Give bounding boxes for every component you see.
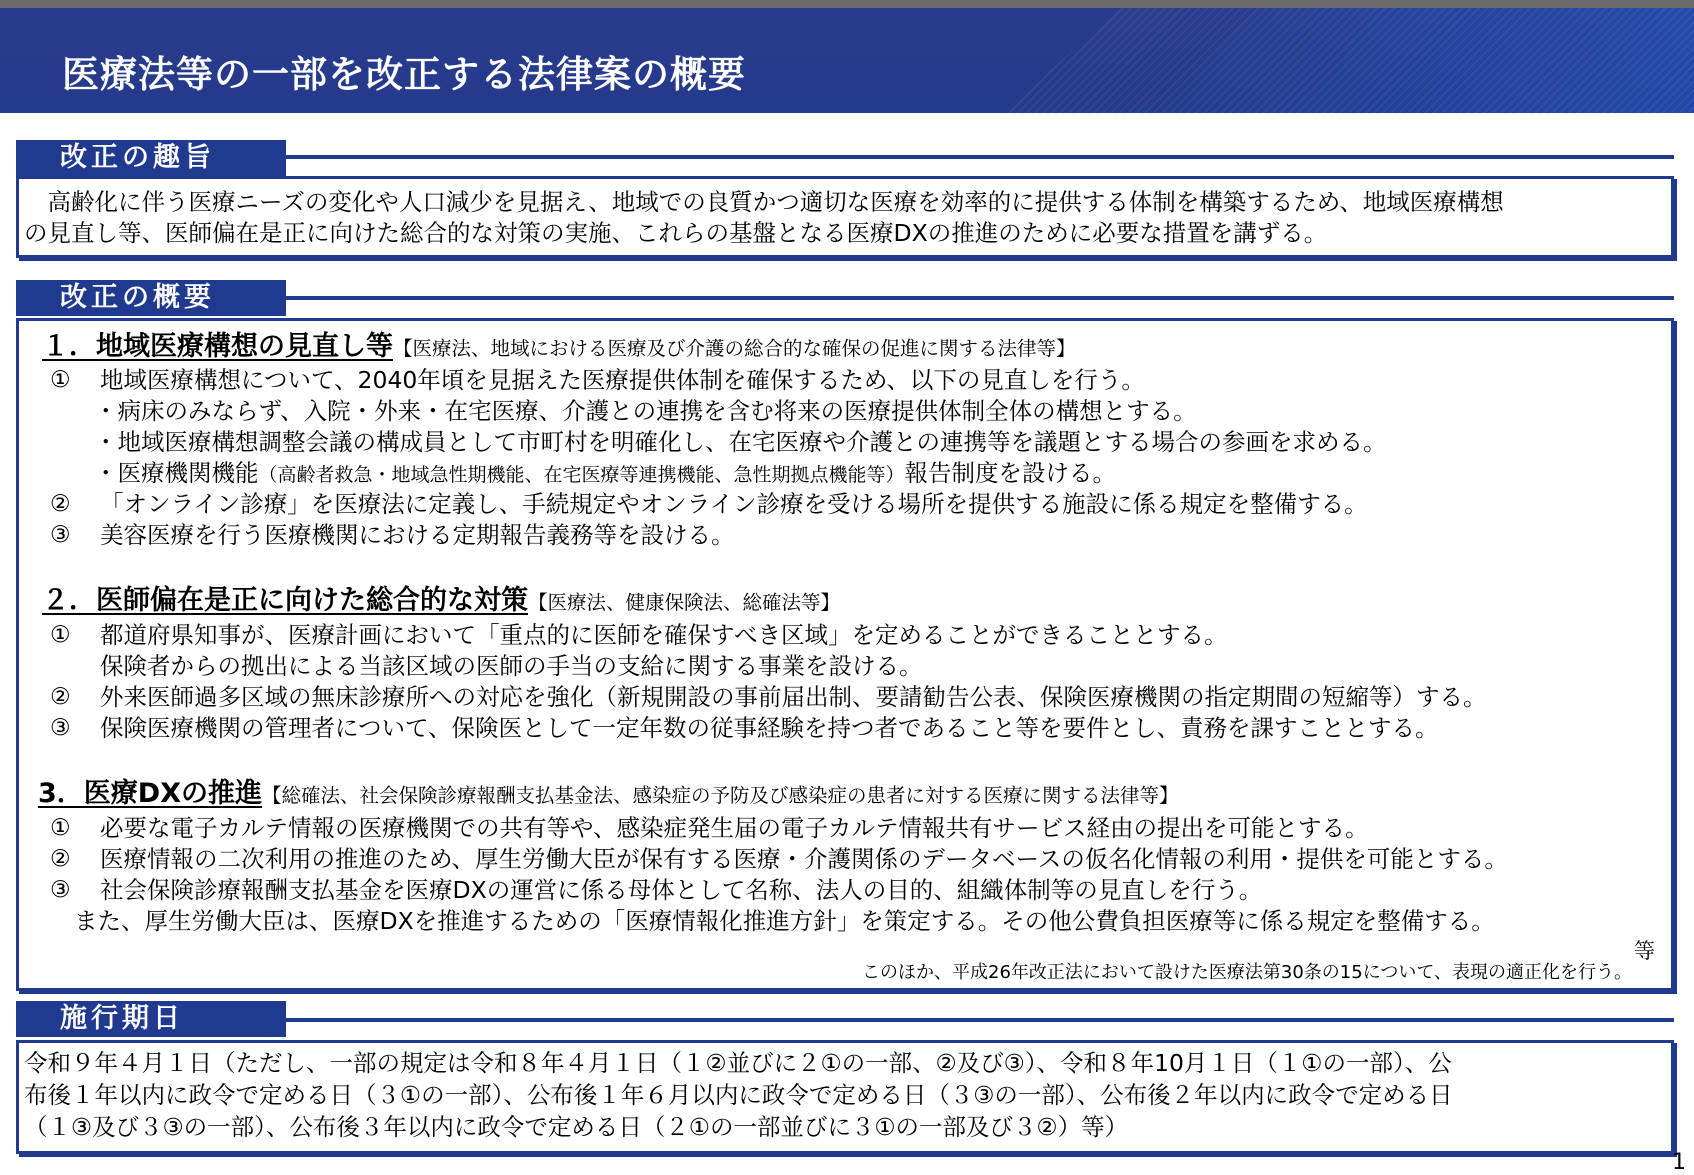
purpose-line-2: の見直し等、医師偏在是正に向けた総合的な対策の実施、これらの基盤となる医療DXの推進のために必要な措置を講ずる。: [24, 219, 1328, 247]
part1-item3-num: ③: [50, 522, 71, 548]
title-bar-stripes: [994, 8, 1694, 113]
part3-note: このほか、平成26年改正法において設けた医療法第30条の15について、表現の適正化を行う。: [862, 962, 1632, 983]
part3-item3-cont: また、厚生労働大臣は、医療DXを推進するための「医療情報化推進方針」を策定する。その他公費負担医療等に係る規定を整備する。: [74, 907, 1495, 935]
page-title: 医療法等の一部を改正する法律案の概要: [62, 53, 746, 96]
section-label-overview: 改正の概要: [16, 280, 286, 316]
part1-item2-text: 「オンライン診療」を医療法に定義し、手続規定やオンライン診療を受ける場所を提供する施設に係る規定を整備する。: [100, 490, 1368, 518]
part1-title: １．地域医療構想の見直し等: [42, 331, 393, 362]
part1-bullet3-c: 報告制度を設ける。: [904, 459, 1117, 487]
part3-item2-num: ②: [50, 846, 71, 872]
section-label-enforcement: 施行期日: [16, 1001, 286, 1037]
part2-item3-num: ③: [50, 715, 71, 741]
part1-laws: 【医療法、地域における医療及び介護の総合的な確保の促進に関する法律等】: [393, 337, 1076, 360]
part3-heading: [38, 777, 1179, 813]
part3-title: 3．医療DXの推進: [38, 778, 263, 809]
section-rule-overview: [286, 296, 1674, 300]
part1-bullet1: ・病床のみならず、入院・外来・在宅医療、介護との連携を含む将来の医療提供体制全体の構想とする。: [94, 397, 1197, 425]
part1-heading: [42, 330, 1076, 366]
part1-item1-num: ①: [50, 367, 71, 393]
part3-item1-num: ①: [50, 815, 71, 841]
page-number: 1: [1672, 1150, 1686, 1175]
part2-title: ２．医師偏在是正に向けた総合的な対策: [42, 585, 528, 616]
part2-laws: 【医療法、健康保険法、総確法等】: [528, 591, 841, 614]
section-rule-enforcement: [286, 1018, 1674, 1022]
part3-laws: 【総確法、社会保険診療報酬支払基金法、感染症の予防及び感染症の患者に対する医療に関する法律等】: [262, 784, 1179, 807]
enforcement-line-2: 布後１年以内に政令で定める日（３①の一部）、公布後１年６月以内に政令で定める日（３③の一部）、公布後２年以内に政令で定める日: [24, 1081, 1453, 1109]
part3-etc: 等: [1634, 939, 1655, 963]
enforcement-line-3: （１③及び３③の一部）、公布後３年以内に政令で定める日（２①の一部並びに３①の一部及び３②）等）: [24, 1113, 1129, 1141]
purpose-line-1: 高齢化に伴う医療ニーズの変化や人口減少を見据え、地域での良質かつ適切な医療を効率的に提供する体制を構築するため、地域医療構想: [24, 188, 1504, 216]
part1-bullet3-a: ・医療機関機能: [94, 459, 259, 487]
part2-item2-text: 外来医師過多区域の無床診療所への対応を強化（新規開設の事前届出制、要請勧告公表、保険医療機関の指定期間の短縮等）する。: [100, 683, 1487, 711]
title-bar: [0, 0, 1694, 113]
part2-item1-num: ①: [50, 622, 71, 648]
part1-bullet3-b: （高齢者救急・地域急性期機能、在宅医療等連携機能、急性期拠点機能等）: [258, 464, 905, 486]
part1-bullet3: [94, 458, 1116, 491]
part2-item3-text: 保険医療機関の管理者について、保険医として一定年数の従事経験を持つ者であること等を要件とし、責務を課すこととする。: [100, 714, 1439, 742]
enforcement-line-1: 令和９年４月１日（ただし、一部の規定は令和８年４月１日（１②並びに２①の一部、②及び③）、令和８年10月１日（１①の一部）、公: [24, 1049, 1452, 1077]
section-label-purpose: 改正の趣旨: [16, 140, 286, 176]
part2-item1-text: 都道府県知事が、医療計画において「重点的に医師を確保すべき区域」を定めることができることとする。: [100, 621, 1228, 649]
part2-heading: [42, 584, 840, 620]
part2-item2-num: ②: [50, 684, 71, 710]
part2-item1-cont: 保険者からの拠出による当該区域の医師の手当の支給に関する事業を設ける。: [100, 652, 923, 680]
part3-item2-text: 医療情報の二次利用の推進のため、厚生労働大臣が保有する医療・介護関係のデータベースの仮名化情報の利用・提供を可能とする。: [100, 845, 1508, 873]
part1-item1-text: 地域医療構想について、2040年頃を見据えた医療提供体制を確保するため、以下の見直しを行う。: [100, 366, 1145, 394]
part3-item3-num: ③: [50, 877, 71, 903]
part3-item1-text: 必要な電子カルテ情報の医療機関での共有等や、感染症発生届の電子カルテ情報共有サービス経由の提出を可能とする。: [100, 814, 1369, 842]
part1-item2-num: ②: [50, 491, 71, 517]
section-rule-purpose: [286, 155, 1674, 159]
part1-item3-text: 美容医療を行う医療機関における定期報告義務等を設ける。: [100, 521, 735, 549]
part1-bullet2: ・地域医療構想調整会議の構成員として市町村を明確化し、在宅医療や介護との連携等を議題とする場合の参画を求める。: [94, 428, 1387, 456]
part3-item3-text: 社会保険診療報酬支払基金を医療DXの運営に係る母体として名称、法人の目的、組織体制等の見直しを行う。: [100, 876, 1263, 904]
